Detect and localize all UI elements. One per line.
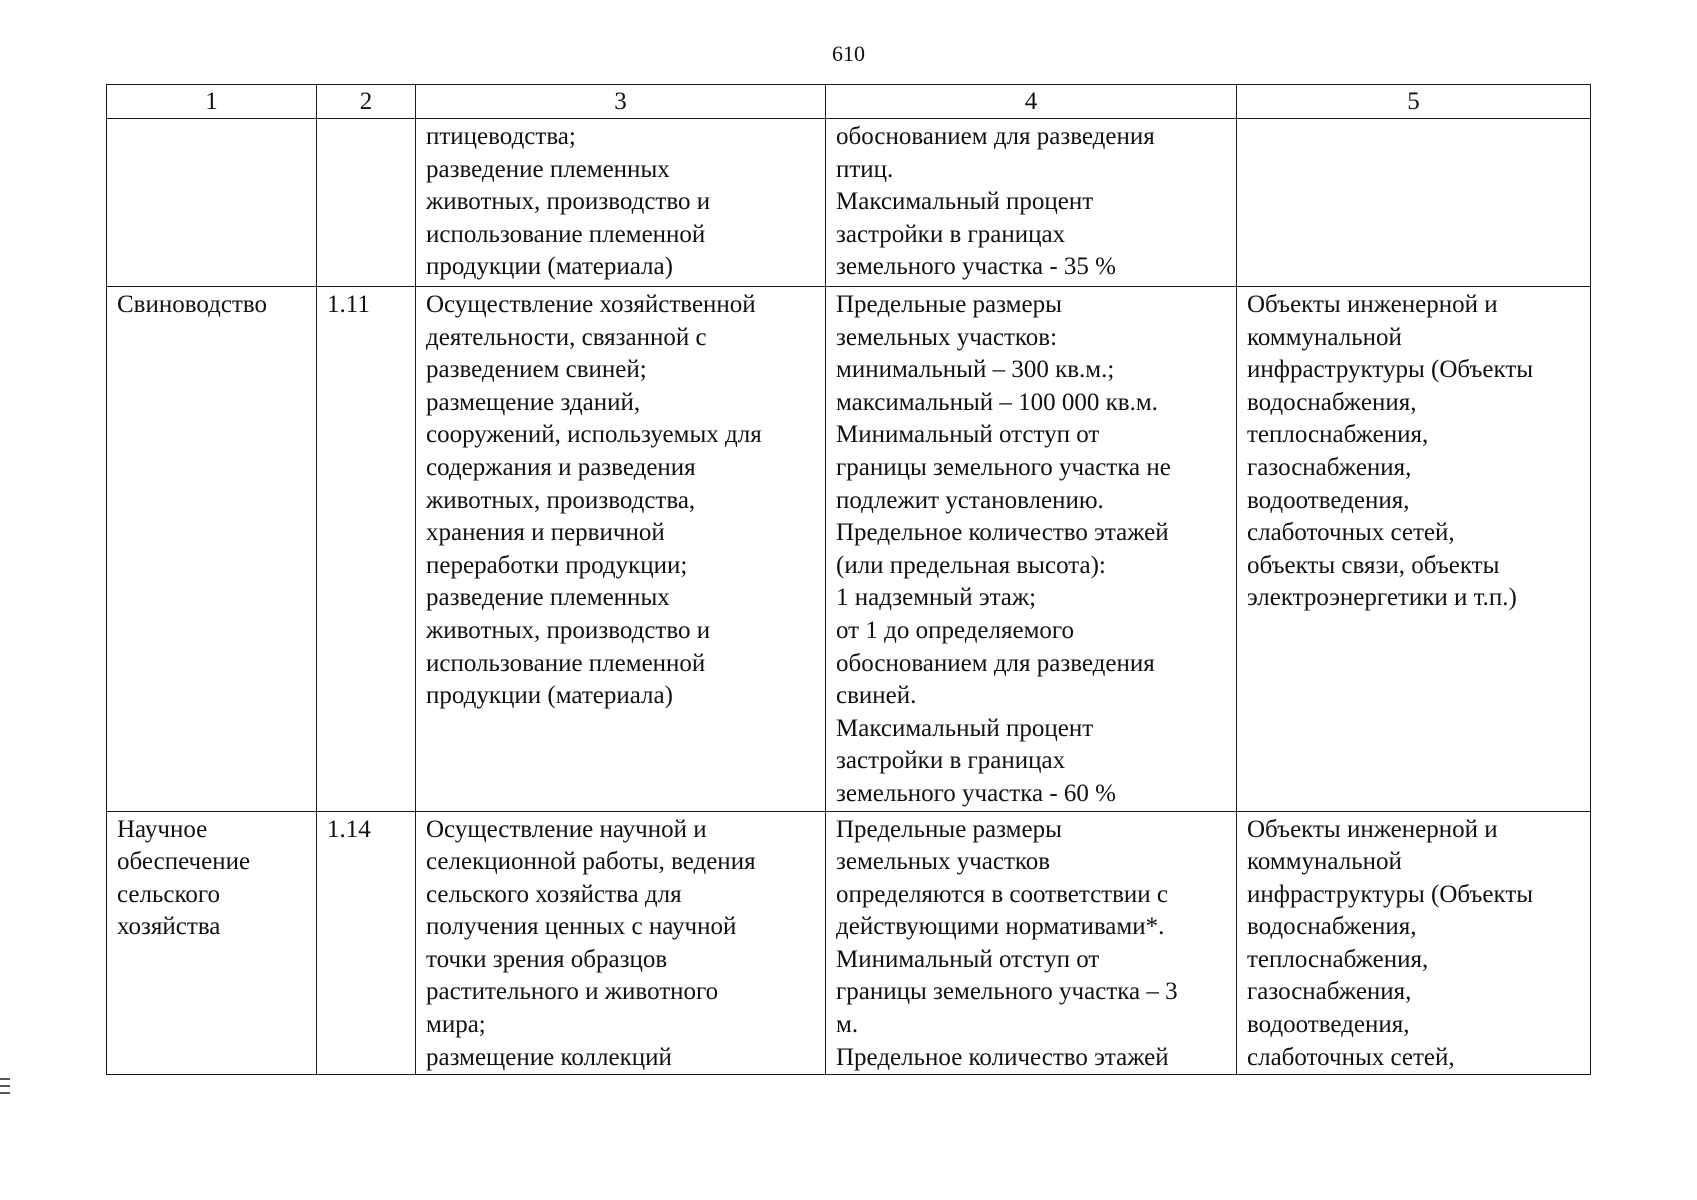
use-description-cell: птицеводства; разведение племенных животных, производство и использование племенной продукции (материала) bbox=[416, 119, 826, 287]
land-use-table bbox=[106, 84, 1591, 1075]
scan-margin-marks bbox=[0, 1078, 10, 1099]
table-row bbox=[107, 287, 1591, 812]
parameters-cell: Предельные размеры земельных участков определяются в соответствии с действующими нормативами*. Минимальный отступ от границы земельного участка – 3 м. Предельное количество этажей bbox=[826, 811, 1237, 1075]
use-type-name-cell bbox=[107, 119, 317, 287]
column-header-1: 1 bbox=[107, 85, 317, 119]
column-header-3: 3 bbox=[416, 85, 826, 119]
column-header-5: 5 bbox=[1237, 85, 1591, 119]
parameters-cell: Предельные размеры земельных участков: минимальный – 300 кв.м.; максимальный – 100 000 кв.м. Минимальный отступ от границы земельного участка не подлежит установлению. Предельное количество этажей (или предельная высота): 1 надземный этаж; от 1 до определяемого обоснованием для разведения свиней. Максимальный процент застройки в границах земельного участка - 60 % bbox=[826, 287, 1237, 812]
use-description-cell: Осуществление научной и селекционной работы, ведения сельского хозяйства для получения ценных с научной точки зрения образцов растительного и животного мира; размещение коллекций bbox=[416, 811, 826, 1075]
use-type-code-cell: 1.11 bbox=[317, 287, 416, 812]
auxiliary-objects-cell: Объекты инженерной и коммунальной инфраструктуры (Объекты водоснабжения, теплоснабжения, газоснабжения, водоотведения, слаботочных сетей, объекты связи, объекты электроэнергетики и т.п.) bbox=[1237, 287, 1591, 812]
parameters-cell: обоснованием для разведения птиц. Максимальный процент застройки в границах земельного участка - 35 % bbox=[826, 119, 1237, 287]
use-description-cell: Осуществление хозяйственной деятельности, связанной с разведением свиней; размещение зданий, сооружений, используемых для содержания и разведения животных, производства, хранения и первичной переработки продукции; разведение племенных животных, производство и использование племенной продукции (материала) bbox=[416, 287, 826, 812]
column-header-2: 2 bbox=[317, 85, 416, 119]
use-type-name-cell: Научное обеспечение сельского хозяйства bbox=[107, 811, 317, 1075]
use-type-code-cell: 1.14 bbox=[317, 811, 416, 1075]
page-number: 610 bbox=[832, 41, 865, 66]
use-type-code-cell bbox=[317, 119, 416, 287]
table-row bbox=[107, 811, 1591, 1075]
auxiliary-objects-cell: Объекты инженерной и коммунальной инфраструктуры (Объекты водоснабжения, теплоснабжения, газоснабжения, водоотведения, слаботочных сетей, bbox=[1237, 811, 1591, 1075]
table-header-row bbox=[107, 85, 1591, 119]
table-row bbox=[107, 119, 1591, 287]
column-header-4: 4 bbox=[826, 85, 1237, 119]
auxiliary-objects-cell bbox=[1237, 119, 1591, 287]
use-type-name-cell: Свиноводство bbox=[107, 287, 317, 812]
